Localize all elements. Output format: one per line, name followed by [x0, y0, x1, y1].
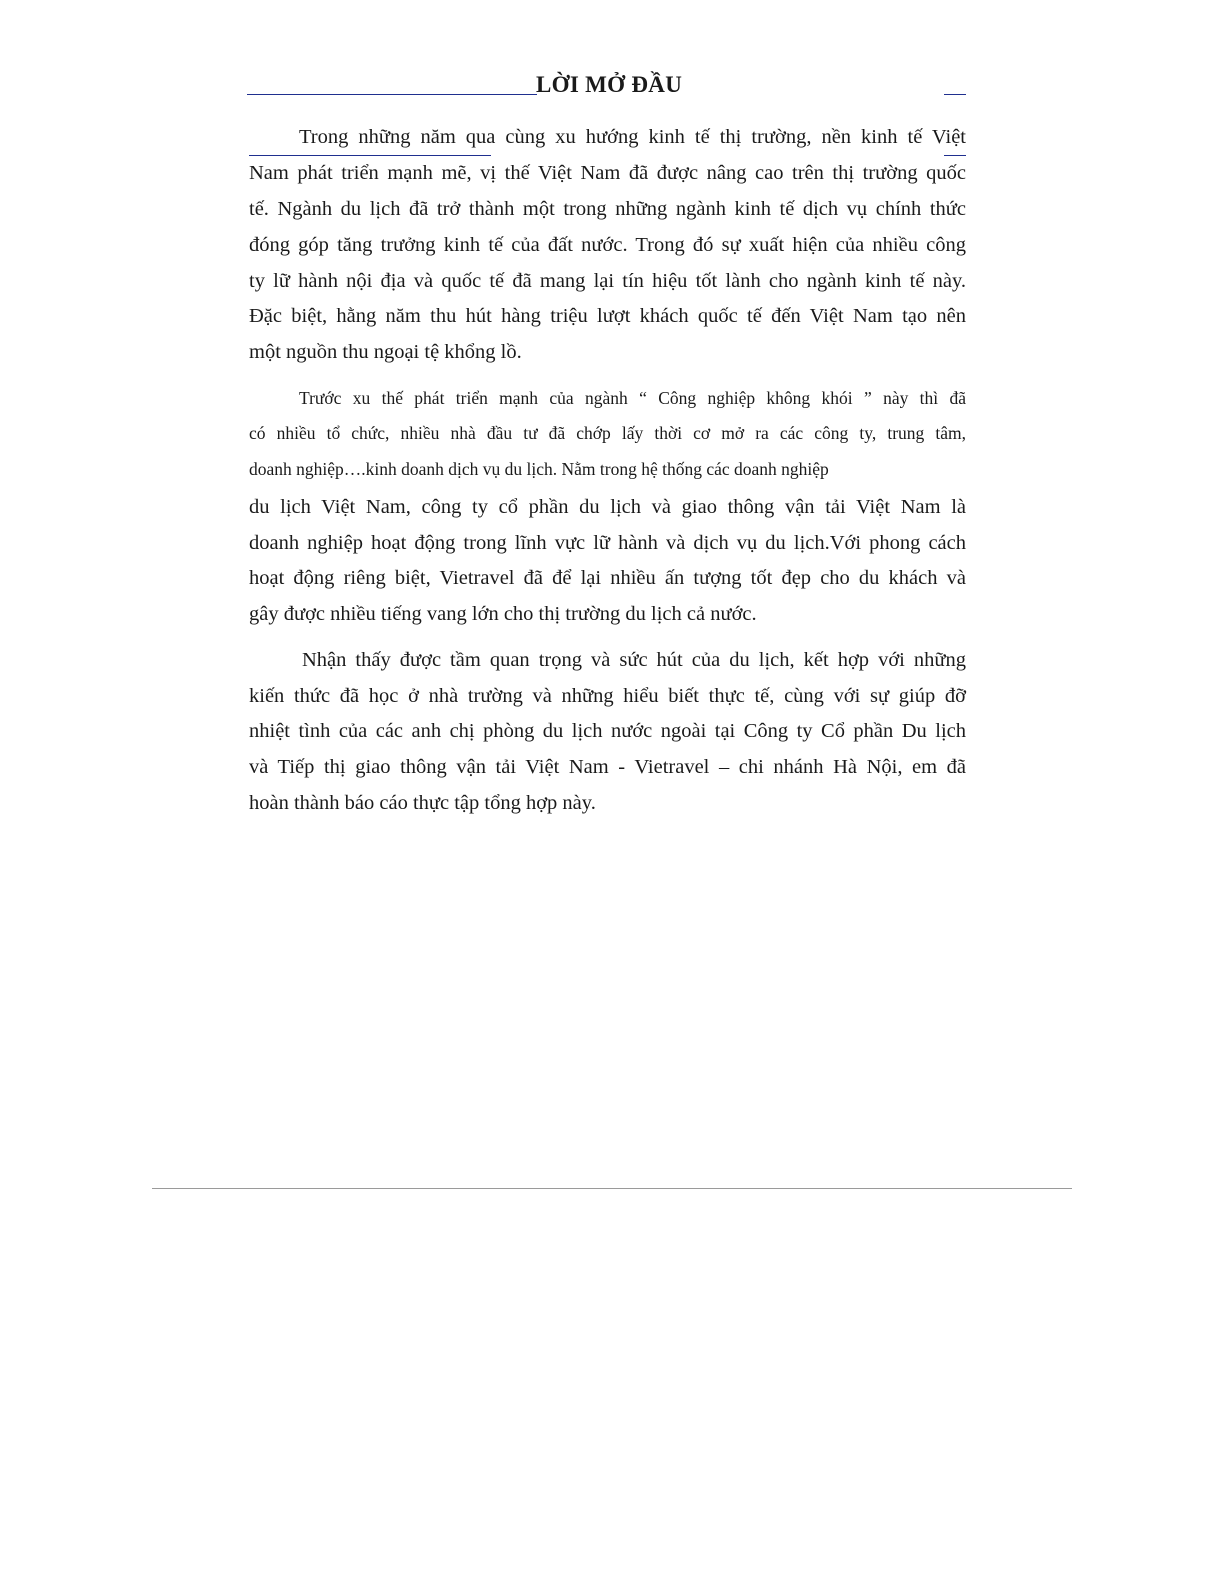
paragraph-2-line-5: doanh nghiệp hoạt động trong lĩnh vực lữ hành và dịch vụ du lịch.Với phong cách	[249, 532, 966, 554]
title-underline-left	[247, 94, 537, 95]
paragraph-3-line-4: và Tiếp thị giao thông vận tải Việt Nam - Vietravel – chi nhánh Hà Nội, em đã	[249, 756, 966, 778]
paragraph-1-line-4: đóng góp tăng trưởng kinh tế của đất nước. Trong đó sự xuất hiện của nhiều công	[249, 234, 966, 256]
paragraph-3-line-1: Nhận thấy được tầm quan trọng và sức hút của du lịch, kết hợp với những	[302, 649, 966, 671]
paragraph-2-line-6: hoạt động riêng biệt, Vietravel đã để lại nhiều ấn tượng tốt đẹp cho du khách và	[249, 567, 966, 589]
title-underline-right	[944, 94, 966, 95]
paragraph-1-line-5: ty lữ hành nội địa và quốc tế đã mang lại tín hiệu tốt lành cho ngành kinh tế này.	[249, 270, 966, 292]
text-underline-left	[249, 155, 491, 156]
paragraph-3-line-3: nhiệt tình của các anh chị phòng du lịch nước ngoài tại Công ty Cổ phần Du lịch	[249, 720, 966, 742]
text-underline-right	[944, 155, 966, 156]
paragraph-2-line-7: gây được nhiều tiếng vang lớn cho thị trường du lịch cả nước.	[249, 603, 757, 625]
paragraph-2-line-1: Trước xu thế phát triển mạnh của ngành “ Công nghiệp không khói ” này thì đã	[299, 388, 966, 408]
page-bottom-divider	[152, 1188, 1072, 1189]
paragraph-1-line-7: một nguồn thu ngoại tệ khổng lồ.	[249, 341, 522, 363]
paragraph-2-line-3: doanh nghiệp….kinh doanh dịch vụ du lịch. Nằm trong hệ thống các doanh nghiệp	[249, 459, 829, 479]
paragraph-1-line-1: Trong những năm qua cùng xu hướng kinh tế thị trường, nền kinh tế Việt	[299, 126, 966, 148]
paragraph-1-line-2: Nam phát triển mạnh mẽ, vị thế Việt Nam đã được nâng cao trên thị trường quốc	[249, 162, 966, 184]
paragraph-2-line-4: du lịch Việt Nam, công ty cổ phần du lịch và giao thông vận tải Việt Nam là	[249, 496, 966, 518]
paragraph-1-line-6: Đặc biệt, hằng năm thu hút hàng triệu lượt khách quốc tế đến Việt Nam tạo nên	[249, 305, 966, 327]
paragraph-1-line-3: tế. Ngành du lịch đã trở thành một trong những ngành kinh tế dịch vụ chính thức	[249, 198, 966, 220]
page-title: LỜI MỞ ĐẦU	[536, 72, 683, 97]
paragraph-3-line-5: hoàn thành báo cáo thực tập tổng hợp này.	[249, 792, 596, 814]
paragraph-2-line-2: có nhiều tổ chức, nhiều nhà đầu tư đã chớp lấy thời cơ mở ra các công ty, trung tâm,	[249, 423, 966, 443]
paragraph-3-line-2: kiến thức đã học ở nhà trường và những hiểu biết thực tế, cùng với sự giúp đỡ	[249, 685, 966, 707]
